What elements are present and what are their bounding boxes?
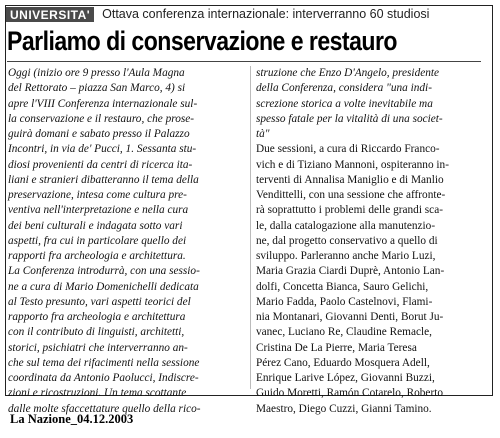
text-line: nia Montanari, Giovanni Denti, Borut Ju- xyxy=(256,311,444,323)
article-column-left xyxy=(8,66,246,417)
text-line: preservazione, intesa come cultura pre- xyxy=(8,189,187,201)
text-line: guirà domani e sabato presso il Palazzo xyxy=(8,128,190,140)
text-line: diosi provenienti da centri di ricerca ita- xyxy=(8,158,193,171)
text-line: con il contributo di linguisti, architetti, xyxy=(8,326,185,339)
text-line: ne, dal progetto conservativo a quello di xyxy=(256,234,438,247)
text-line: rapporti fra archeologia e architettura. xyxy=(8,250,186,262)
text-line: le, dalla catalogazione alla manutenzio- xyxy=(256,219,436,232)
text-line: aspetti, fra cui in particolare quello dei xyxy=(8,234,187,247)
text-line: Due sessioni, a cura di Riccardo Franco- xyxy=(256,143,440,156)
text-line: storici, psichiatri che interverranno an- xyxy=(8,341,188,354)
text-line: Pérez Cano, Eduardo Mosquera Adell, xyxy=(256,356,430,369)
text-line: al Testo presunto, vari aspetti teorici del xyxy=(8,295,191,308)
text-line: apre l'VIII Conferenza internazionale sul- xyxy=(8,97,198,110)
text-line: vanec, Luciano Re, Claudine Remacle, xyxy=(256,326,432,339)
text-line: della Conferenza, considera "una indi- xyxy=(256,82,432,95)
text-line: La Conferenza introdurrà, con una sessio- xyxy=(8,265,200,278)
text-line: dei beni culturali e indagata sotto vari xyxy=(8,219,183,232)
text-line: Enrique Larive López, Giovanni Buzzi, xyxy=(256,372,435,384)
text-line: Mario Fadda, Paolo Castelnovi, Flami- xyxy=(256,295,433,308)
kicker-text: Ottava conferenza internazionale: interverranno 60 studiosi xyxy=(102,7,430,21)
text-line: rà soprattutto i problemi delle grandi sca- xyxy=(256,204,443,217)
text-line: Cristina De La Pierre, Maria Teresa xyxy=(256,341,417,354)
text-line: coordinata da Antonio Paolucci, Indiscre- xyxy=(8,372,199,384)
text-line: dolfi, Concetta Bianca, Sauro Gelichi, xyxy=(256,280,429,293)
column-divider xyxy=(250,66,251,389)
text-line: tà" xyxy=(256,128,270,140)
text-line: Oggi (inizio ore 9 presso l'Aula Magna xyxy=(8,67,185,79)
text-line: struzione che Enzo D'Angelo, presidente xyxy=(256,67,440,79)
text-line: spesso fatale per la vitalità di una societ- xyxy=(256,112,443,125)
text-line: rapporto fra archeologia e architettura xyxy=(8,311,186,323)
article-column-right xyxy=(256,66,484,417)
text-line: screzione storica a volte inevitabile ma xyxy=(256,97,433,110)
text-line: del Rettorato – piazza San Marco, 4) si xyxy=(8,82,186,95)
text-line: liani e stranieri dibatteranno il tema della xyxy=(8,173,199,186)
text-line: la conservazione e il restauro, che prose- xyxy=(8,112,195,125)
text-line: dalle molte sfaccettature quello della rico- xyxy=(8,402,201,415)
source-caption: La Nazione_04.12.2003 xyxy=(10,412,134,426)
text-line: zioni e ricostruzioni. Un tema scottante xyxy=(8,387,187,400)
section-badge: UNIVERSITA' xyxy=(6,7,94,22)
text-line: Guido Moretti, Ramón Cotarelo, Roberto xyxy=(256,387,443,400)
kicker-row xyxy=(6,6,429,22)
text-line: Incontri, in via de' Pucci, 1. Sessanta stu- xyxy=(8,143,197,156)
text-line: ventiva nell'interpretazione e nella cura xyxy=(8,204,189,217)
text-line: che sul tema dei rifacimenti nella sessione xyxy=(8,356,200,369)
headline: Parliamo di conservazione e restauro xyxy=(7,26,397,56)
text-line: vich e di Tiziano Mannoni, ospiteranno in- xyxy=(256,158,449,171)
text-line: ne a cura di Mario Domenichelli dedicata xyxy=(8,280,199,293)
text-line: Maestro, Diego Cuzzi, Gianni Tamino. xyxy=(256,402,432,415)
text-line: Vendittelli, con una sessione che affronte- xyxy=(256,189,446,201)
text-line: sviluppo. Parleranno anche Mario Luzi, xyxy=(256,250,436,262)
text-line: Maria Grazia Ciardi Duprè, Antonio Lan- xyxy=(256,265,445,278)
headline-rule xyxy=(7,61,481,62)
text-line: terventi di Annalisa Maniglio e di Manlio xyxy=(256,173,444,186)
